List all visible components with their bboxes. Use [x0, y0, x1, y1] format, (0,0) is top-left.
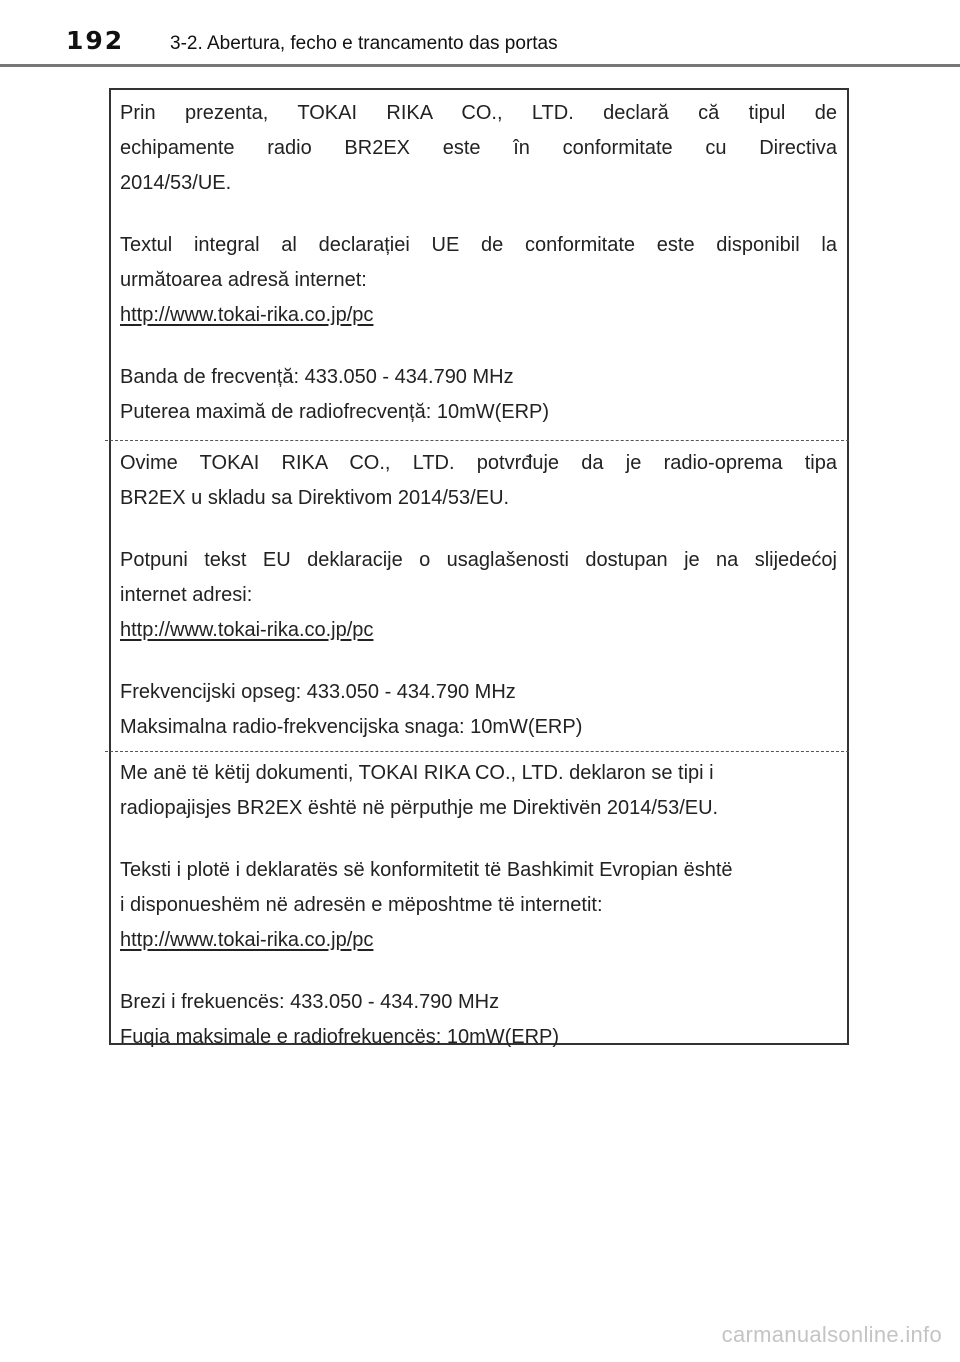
max-power: Puterea maximă de radiofrecvență: 10mW(ERP) — [120, 401, 550, 423]
declaration-romanian — [111, 96, 847, 430]
decl-text-line: Potpuni tekst EU deklaracije o usaglašenosti dostupan je na slijedećoj — [120, 549, 837, 571]
decl-text-line: echipamente radio BR2EX este în conformitate cu Directiva — [120, 137, 837, 159]
page-header — [0, 0, 960, 70]
declaration-link — [120, 613, 837, 648]
page-number: 192 — [66, 26, 125, 55]
decl-text-line: radiopajisjes BR2EX është në përputhje me Direktivën 2014/53/EU. — [120, 797, 719, 819]
frequency-band: Frekvencijski opseg: 433.050 - 434.790 MHz — [120, 681, 516, 703]
declaration-box — [109, 88, 849, 1048]
decl-text-line: i disponueshëm në adresën e mëposhtme të internetit: — [120, 894, 603, 916]
decl-text-line: următoarea adresă internet: — [120, 269, 367, 291]
section-title: 3-2. Abertura, fecho e trancamento das portas — [170, 33, 558, 54]
decl-text-line: internet adresi: — [120, 584, 253, 606]
declaration-croatian — [111, 446, 847, 745]
max-power: Maksimalna radio-frekvencijska snaga: 10mW(ERP) — [120, 716, 583, 738]
decl-text-line: Teksti i plotë i deklaratës së konformitetit të Bashkimit Evropian është — [120, 859, 733, 881]
decl-text-line: Me anë të këtij dokumenti, TOKAI RIKA CO., LTD. deklaron se tipi i — [120, 762, 714, 784]
declaration-link — [120, 298, 837, 333]
decl-text-line: Textul integral al declarației UE de conformitate este disponibil la — [120, 234, 837, 256]
decl-text-line: Prin prezenta, TOKAI RIKA CO., LTD. declară că tipul de — [120, 102, 837, 124]
declaration-link-text[interactable]: http://www.tokai-rika.co.jp/pc — [120, 304, 374, 326]
declaration-link — [120, 923, 837, 958]
decl-text-line: BR2EX u skladu sa Direktivom 2014/53/EU. — [120, 487, 510, 509]
decl-text-line: 2014/53/UE. — [120, 172, 232, 194]
declaration-link-text[interactable]: http://www.tokai-rika.co.jp/pc — [120, 929, 374, 951]
watermark: carmanualsonline.info — [721, 1322, 942, 1347]
max-power: Fuqia maksimale e radiofrekuencës: 10mW(ERP) — [120, 1026, 560, 1048]
header-rule — [0, 64, 960, 67]
dashed-separator — [105, 751, 849, 752]
frequency-band: Brezi i frekuencës: 433.050 - 434.790 MHz — [120, 991, 500, 1013]
decl-text-line: Ovime TOKAI RIKA CO., LTD. potvrđuje da je radio-oprema tipa — [120, 452, 837, 474]
declaration-link-text[interactable]: http://www.tokai-rika.co.jp/pc — [120, 619, 374, 641]
frequency-band: Banda de frecvență: 433.050 - 434.790 MHz — [120, 366, 514, 388]
declaration-albanian — [111, 756, 847, 1055]
dashed-separator — [105, 440, 849, 441]
